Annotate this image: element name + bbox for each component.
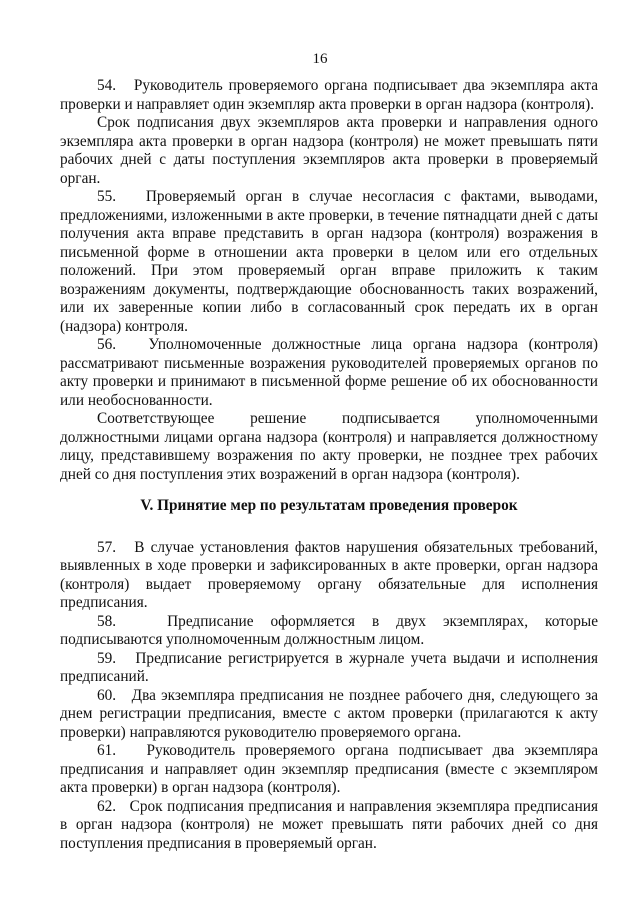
section-heading: V. Принятие мер по результатам проведения проверок (140, 497, 518, 514)
page-number: 16 (312, 51, 328, 67)
paragraph-61: 61. Руководитель проверяемого органа подписывает два экземпляра предписания и направляет один экземпляр предписания (вместе с экземпляром акта проверки) в орган надзора (контроля). (60, 742, 598, 796)
paragraph-54: 54. Руководитель проверяемого органа подписывает два экземпляра акта проверки и направляет один экземпляр акта проверки в орган надзора (контроля). (60, 77, 598, 113)
paragraph-55: 55. Проверяемый орган в случае несогласия с фактами, выводами, предложениями, изложенными в акте проверки, в течение пятнадцати дней с даты получения акта вправе представить в орган надзора (контроля) возражения в письменной форме в отношении акта проверки в целом или его отдельных положений. При этом проверяемый орган вправе приложить к таким возражениям документы, подтверждающие обоснованность таких возражений, или их заверенные копии либо в согласованный срок передать их в орган (надзора) контроля. (60, 188, 598, 335)
paragraph-54-signing-term: Срок подписания двух экземпляров акта проверки и направления одного экземпляра акта проверки в орган надзора (контроля) не может превышать пяти рабочих дней с даты поступления экземпляров акта проверки в проверяемый орган. (60, 114, 598, 187)
paragraph-60: 60. Два экземпляра предписания не позднее рабочего дня, следующего за днем регистрации предписания, вместе с актом проверки (прилагаются к акту проверки) направляются руководителю проверяемого органа. (60, 686, 598, 741)
paragraph-56-decision: Соответствующее решение подписывается уполномоченными должностными лицами органа надзора (контроля) и направляется должностному лицу, представившему возражения по акту проверки, не позднее трех рабочих дней со дня поступления этих возражений в орган надзора (контроля). (60, 410, 598, 483)
paragraph-62: 62. Срок подписания предписания и направления экземпляра предписания в орган надзора (контроля) не может превышать пяти рабочих дней со дня поступления предписания в проверяемый орган. (60, 797, 598, 852)
document-body (60, 77, 598, 853)
paragraph-58: 58. Предписание оформляется в двух экземплярах, которые подписываются уполномоченным должностным лицом. (60, 612, 598, 648)
paragraph-56: 56. Уполномоченные должностные лица органа надзора (контроля) рассматривают письменные возражения руководителей проверяемых органов по акту проверки и принимают в письменной форме решение об их обоснованности или необоснованности. (60, 336, 598, 409)
paragraph-57: 57. В случае установления фактов нарушения обязательных требований, выявленных в ходе проверки и зафиксированных в акте проверки, орган надзора (контроля) выдает проверяемому органу обязательные для исполнения предписания. (60, 538, 598, 611)
paragraph-59: 59. Предписание регистрируется в журнале учета выдачи и исполнения предписаний. (60, 649, 598, 685)
